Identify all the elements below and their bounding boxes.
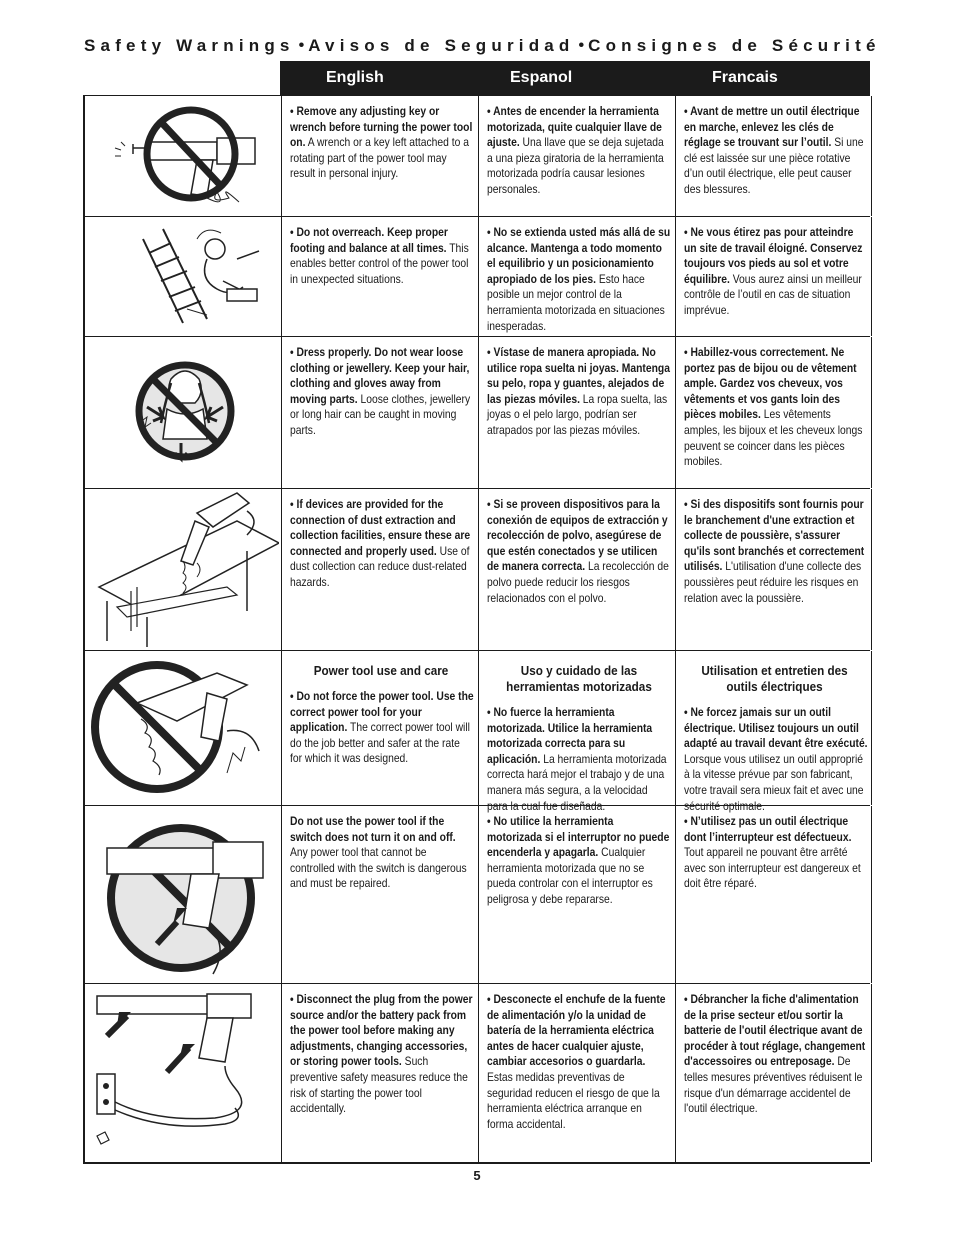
column-spanish: Espanol — [510, 69, 573, 86]
table-row — [85, 983, 870, 1162]
header-separator: • — [298, 37, 305, 54]
screwgun-workbench-illustration — [87, 491, 279, 649]
warning-text-en: • Dress properly. Do not wear loose clothing or jewellery. Keep your hair, clothing and gloves away from moving parts. Loose clothes, jewellery or long hair can be caught in moving parts. — [290, 345, 471, 437]
warning-text-fr: • N’utilisez pas un outil électrique dont l’interrupteur est défectueux. Tout appareil ne pouvant être arrêté avec son interrupteur est dangereux et doit être réparé. — [684, 814, 861, 891]
header-spanish: Avisos de Seguridad — [308, 36, 575, 55]
page-number: 5 — [473, 1168, 481, 1183]
warning-text-es: • Vístase de manera apropiada. No utilice ropa suelta ni joyas. Mantenga su pelo, ropa y guantes, alejados de las piezas móviles. La ropa suelta, las joyas o el pelo largo, podrían ser atrapados por las piezas móviles. — [487, 345, 670, 437]
header-separator: • — [578, 37, 585, 54]
warning-text-en: • If devices are provided for the connection of dust extraction and collection facilities, ensure these are connected and properly used. Use of dust collection can reduce dust-related hazards. — [290, 497, 471, 589]
warning-text-fr: • Avant de mettre un outil électrique en marche, enlevez les clés de réglage se trouvant sur l’outil. Si une clé est laissée sur une pièce rotative d’un outil électrique, elle peut causer des blessures. — [684, 104, 864, 196]
warning-text-en: • Remove any adjusting key or wrench before turning the power tool on. A wrench or a key left attached to a rotating part of the power tool may result in personal injury. — [290, 104, 473, 181]
column-french: Francais — [712, 69, 778, 86]
table-row — [85, 805, 870, 983]
warning-text-es: • Desconecte el enchufe de la fuente de alimentación y/o la unidad de batería de la herramienta eléctrica antes de hacer cualquier ajuste, cambiar accesorios o guardarla. Estas medidas preventivas de seguridad reducen el riesgo de que la herramienta eléctrica arranque en forma accidental. — [487, 992, 666, 1131]
warning-text-es: • No se extienda usted más allá de su alcance. Mantenga a todo momento el equilibrio y un posicionamiento apropiado de los pies. Esto hace posible un mejor control de la herramienta motorizada en situaciones inesperadas. — [487, 225, 671, 333]
warning-text-fr: • Habillez-vous correctement. Ne portez pas de bijou ou de vêtement ample. Gardez vos cheveux, vos vêtements et vos gants loin des pièces mobiles. Les vêtements amples, les bijoux et les cheveux longs peuvent se coincer dans les pièces mobiles. — [684, 345, 863, 469]
warning-text-en: • Do not overreach. Keep proper footing and balance at all times. This enables better control of the power tool in unexpected situations. — [290, 225, 469, 286]
warning-text-es: • No fuerce la herramienta motorizada. Utilice la herramienta motorizada correcta para su aplicación. La herramienta motorizada correcta hará mejor el trabajo y de una manera más segura, a la velocidad para la cual fue diseñada. — [487, 705, 667, 813]
column-english: English — [326, 69, 384, 86]
warning-text-en: • Do not force the power tool. Use the correct power tool for your application. The correct power tool will do the job better and safer at the rate for which it was designed. — [290, 689, 474, 766]
table-row — [85, 336, 870, 488]
falling-ladder-illustration — [87, 219, 279, 335]
warning-text-es: • No utilice la herramienta motorizada si el interruptor no puede encenderla y apagarla. Cualquier herramienta motorizada que no se pueda controlar con el interruptor es peligrosa y debe repararse. — [487, 814, 670, 906]
warning-text-fr: • Ne forcez jamais sur un outil électrique. Utilisez toujours un outil adapté au travail devant être exécuté. Lorsque vous utilisez un outil approprié à la vitesse prévue par son fabricant, votre travail sera mieux fait et avec une sécurité optimale. — [684, 705, 868, 813]
no-wrench-illustration — [87, 98, 279, 214]
unplug-tool-illustration — [87, 986, 279, 1161]
warning-text-en: • Disconnect the plug from the power source and/or the battery pack from the power tool before making any adjustments, changing accessories, or storing power tools. Such preventive safety measures reduce the risk of starting the power tool accidentally. — [290, 992, 473, 1116]
no-forcing-tool-illustration — [87, 653, 279, 804]
warning-text-fr: • Ne vous étirez pas pour atteindre un site de travail éloigné. Conservez toujours vos pieds au sol et votre équilibre. Vous aurez ainsi un meilleur contrôle de l’outil en cas de situation imprévue. — [684, 225, 863, 317]
table-row — [85, 650, 870, 813]
header-french: Consignes de Sécurité — [588, 36, 881, 55]
section-title-es: Uso y cuidado de las herramientas motorizadas — [506, 663, 652, 694]
section-title-fr: Utilisation et entretien des outils électriques — [701, 663, 848, 694]
language-header-bar — [280, 61, 870, 95]
section-title-en: Power tool use and care — [313, 663, 449, 678]
header-english: Safety Warnings — [84, 36, 295, 55]
warning-text-en: Do not use the power tool if the switch does not turn it on and off. Any power tool that cannot be controlled with the switch is dangerous and must be repaired. — [290, 814, 467, 891]
table-row — [85, 216, 870, 336]
no-faulty-switch-illustration — [87, 808, 279, 982]
warnings-table — [83, 95, 870, 1164]
warning-text-fr: • Si des dispositifs sont fournis pour le branchement d'une extraction et collecte de poussière, s'assurer qu'ils sont branchés et correctement utilisés. L'utilisation d'une collecte des poussières peut réduire les risques en relation avec la poussière. — [684, 497, 865, 605]
no-loose-clothing-illustration — [87, 339, 279, 487]
table-row — [85, 488, 870, 650]
warning-text-es: • Si se proveen dispositivos para la conexión de equipos de extracción y recolección de polvo, asegúrese de que estén conectados y se utilicen de manera correcta. La recolección de polvo puede reducir los riesgos relacionados con el polvo. — [487, 497, 669, 605]
illustration-cell — [85, 96, 281, 216]
warning-text-fr: • Débrancher la fiche d'alimentation de la prise secteur et/ou sortir la batterie de l'outil électrique avant de procéder à tout réglage, changement d'accessoires ou entreposage. De telles mesures préventives réduisent le risque d'un démarrage accidentel de l'outil électrique. — [684, 992, 866, 1116]
outlet-icon — [97, 1074, 115, 1114]
page-header — [84, 34, 881, 58]
table-row — [85, 95, 870, 216]
warning-text-es: • Antes de encender la herramienta motorizada, quite cualquier llave de ajuste. Una llave que se deja sujetada a una pieza giratoria de la herramienta motorizada podría causar lesiones personales. — [487, 104, 664, 196]
